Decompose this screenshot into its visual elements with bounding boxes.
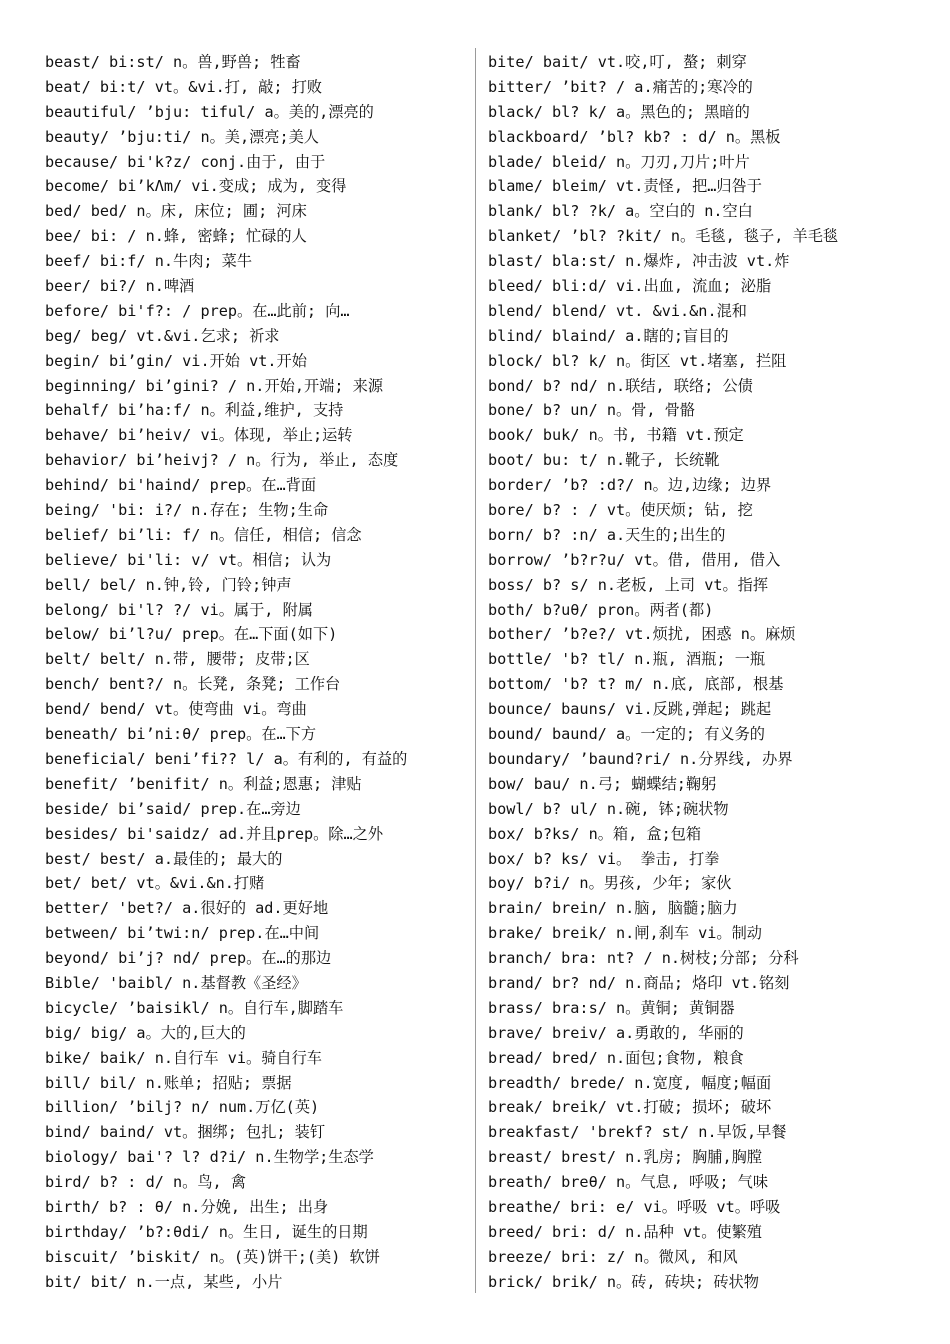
word-entry: brave/ breiv/ a.勇敢的, 华丽的 [488, 1023, 744, 1042]
word-entry: break/ breik/ vt.打破; 损坏; 破坏 [488, 1098, 772, 1117]
word-entry: beginning/ bi’gini? / n.开始,开端; 来源 [45, 376, 384, 395]
word-entry: bother/ ’b?e?/ vt.烦扰, 困惑 n。麻烦 [488, 625, 796, 644]
word-entry: breadth/ brede/ n.宽度, 幅度;幅面 [488, 1073, 772, 1092]
word-entry: blanket/ ’bl? ?kit/ n。毛毯, 毯子, 羊毛毯 [488, 227, 839, 246]
word-entry: behalf/ bi’ha:f/ n。利益,维护, 支持 [45, 401, 344, 420]
word-entry: believe/ bi'li: v/ vt。相信; 认为 [45, 550, 332, 569]
word-entry: biscuit/ ’biskit/ n。(英)饼干;(美) 软饼 [45, 1247, 380, 1266]
word-entry: best/ best/ a.最佳的; 最大的 [45, 849, 283, 868]
word-entry: branch/ bra: nt? / n.树枝;分部; 分科 [488, 949, 799, 968]
word-entry: biology/ bai'? l? d?i/ n.生物学;生态学 [45, 1148, 374, 1167]
word-entry: beauty/ ’bju:ti/ n。美,漂亮;美人 [45, 127, 319, 146]
word-entry: being/ 'bi: i?/ n.存在; 生物;生命 [45, 501, 329, 520]
word-entry: brake/ breik/ n.闸,刹车 vi。制动 [488, 924, 762, 943]
word-entry: bone/ b? un/ n。骨, 骨骼 [488, 401, 696, 420]
word-entry: bowl/ b? ul/ n.碗, 钵;碗状物 [488, 799, 729, 818]
word-entry: bow/ bau/ n.弓; 蝴蝶结;鞠躬 [488, 774, 717, 793]
word-entry: bed/ bed/ n。床, 床位; 圃; 河床 [45, 202, 307, 221]
word-entry: beautiful/ ’bju: tiful/ a。美的,漂亮的 [45, 102, 374, 121]
word-entry: better/ 'bet?/ a.很好的 ad.更好地 [45, 899, 329, 918]
word-entry: beg/ beg/ vt.&vi.乞求; 祈求 [45, 326, 280, 345]
word-entry: bench/ bent?/ n。长凳, 条凳; 工作台 [45, 675, 341, 694]
word-entry: bond/ b? nd/ n.联结, 联络; 公债 [488, 376, 753, 395]
word-entry: before/ bi'f?: / prep。在…此前; 向… [45, 301, 350, 320]
word-entry: beside/ bi’said/ prep.在…旁边 [45, 799, 301, 818]
word-entry: big/ big/ a。大的,巨大的 [45, 1023, 246, 1042]
word-entry: below/ bi’l?u/ prep。在…下面(如下) [45, 625, 338, 644]
word-entry: boss/ b? s/ n.老板, 上司 vt。指挥 [488, 575, 769, 594]
word-entry: blast/ bla:st/ n.爆炸, 冲击波 vt.炸 [488, 252, 790, 271]
word-entry: boy/ b?i/ n。男孩, 少年; 家伙 [488, 874, 732, 893]
word-entry: behind/ bi'haind/ prep。在…背面 [45, 476, 317, 495]
word-entry: bend/ bend/ vt。使弯曲 vi。弯曲 [45, 700, 307, 719]
word-entry: blend/ blend/ vt. &vi.&n.混和 [488, 301, 747, 320]
word-entry: bicycle/ ’baisikl/ n。自行车,脚踏车 [45, 998, 344, 1017]
word-entry: birth/ b? : θ/ n.分娩, 出生; 出身 [45, 1197, 329, 1216]
word-entry: beneficial/ beni’fi?? l/ a。有利的, 有益的 [45, 749, 408, 768]
word-entry: become/ bi’kΛm/ vi.变成; 成为, 变得 [45, 177, 347, 196]
word-entry: belt/ belt/ n.带, 腰带; 皮带;区 [45, 650, 310, 669]
word-entry: between/ bi’twi:n/ prep.在…中间 [45, 924, 320, 943]
word-entry: breath/ breθ/ n。气息, 呼吸; 气味 [488, 1173, 769, 1192]
word-entry: bleed/ bli:d/ vi.出血, 流血; 泌脂 [488, 277, 772, 296]
word-entry: beer/ bi?/ n.啤酒 [45, 277, 195, 296]
word-entry: beyond/ bi’j? nd/ prep。在…的那边 [45, 949, 332, 968]
word-entry: bottle/ 'b? tl/ n.瓶, 酒瓶; 一瓶 [488, 650, 766, 669]
word-entry: blade/ bleid/ n。刀刃,刀片;叶片 [488, 152, 750, 171]
word-entry: boundary/ ’baund?ri/ n.分界线, 办界 [488, 749, 793, 768]
word-entry: breast/ brest/ n.乳房; 胸脯,胸膛 [488, 1148, 762, 1167]
word-entry: beat/ bi:t/ vt。&vi.打, 敲; 打败 [45, 77, 323, 96]
word-entry: black/ bl? k/ a。黑色的; 黑暗的 [488, 102, 750, 121]
word-entry: Bible/ 'baibl/ n.基督教《圣经》 [45, 973, 307, 992]
word-entry: born/ b? :n/ a.天生的;出生的 [488, 525, 726, 544]
column-divider [475, 48, 476, 1293]
word-entry: benefit/ ’benifit/ n。利益;恩惠; 津贴 [45, 774, 362, 793]
word-entry: box/ b?ks/ n。箱, 盒;包箱 [488, 824, 702, 843]
word-entry: bind/ baind/ vt。捆绑; 包扎; 装钉 [45, 1123, 326, 1142]
left-column [45, 50, 465, 1295]
word-entry: block/ bl? k/ n。街区 vt.堵塞, 拦阻 [488, 351, 787, 370]
word-entry: bread/ bred/ n.面包;食物, 粮食 [488, 1048, 744, 1067]
word-entry: bill/ bil/ n.账单; 招贴; 票据 [45, 1073, 292, 1092]
word-entry: blank/ bl? ?k/ a。空白的 n.空白 [488, 202, 753, 221]
word-entry: begin/ bi’gin/ vi.开始 vt.开始 [45, 351, 307, 370]
word-entry: border/ ’b? :d?/ n。边,边缘; 边界 [488, 476, 772, 495]
word-entry: bound/ baund/ a。一定的; 有义务的 [488, 725, 765, 744]
word-entry: bottom/ 'b? t? m/ n.底, 底部, 根基 [488, 675, 784, 694]
word-entry: bike/ baik/ n.自行车 vi。骑自行车 [45, 1048, 322, 1067]
word-entry: brick/ brik/ n。砖, 砖块; 砖状物 [488, 1272, 759, 1291]
word-entry: bounce/ bauns/ vi.反跳,弹起; 跳起 [488, 700, 772, 719]
word-entry: bit/ bit/ n.一点, 某些, 小片 [45, 1272, 283, 1291]
word-entry: boot/ bu: t/ n.靴子, 长统靴 [488, 451, 720, 470]
word-entry: bet/ bet/ vt。&vi.&n.打赌 [45, 874, 265, 893]
word-entry: bell/ bel/ n.钟,铃, 门铃;钟声 [45, 575, 292, 594]
word-entry: birthday/ ’b?:θdi/ n。生日, 诞生的日期 [45, 1222, 368, 1241]
word-entry: brass/ bra:s/ n。黄铜; 黄铜器 [488, 998, 735, 1017]
word-entry: behave/ bi’heiv/ vi。体现, 举止;运转 [45, 426, 353, 445]
word-entry: beef/ bi:f/ n.牛肉; 菜牛 [45, 252, 253, 271]
word-entry: brand/ br? nd/ n.商品; 烙印 vt.铭刻 [488, 973, 790, 992]
word-entry: box/ b? ks/ vi。 拳击, 打拳 [488, 849, 720, 868]
word-entry: blackboard/ ’bl? kb? : d/ n。黑板 [488, 127, 781, 146]
word-entry: besides/ bi'saidz/ ad.并且prep。除…之外 [45, 824, 384, 843]
word-entry: breed/ bri: d/ n.品种 vt。使繁殖 [488, 1222, 762, 1241]
word-entry: because/ bi'k?z/ conj.由于, 由于 [45, 152, 326, 171]
word-entry: beneath/ bi’ni:θ/ prep。在…下方 [45, 725, 317, 744]
word-entry: belong/ bi'l? ?/ vi。属于, 附属 [45, 600, 313, 619]
word-entry: bite/ bait/ vt.咬,叮, 螯; 刺穿 [488, 53, 747, 71]
word-entry: behavior/ bi’heivj? / n。行为, 举止, 态度 [45, 451, 399, 470]
word-entry: borrow/ ’b?r?u/ vt。借, 借用, 借入 [488, 550, 781, 569]
word-entry: blind/ blaind/ a.瞎的;盲目的 [488, 326, 729, 345]
word-entry: brain/ brein/ n.脑, 脑髓;脑力 [488, 899, 738, 918]
word-entry: both/ b?uθ/ pron。两者(都) [488, 600, 714, 619]
word-entry: beast/ bi:st/ n。兽,野兽; 牲畜 [45, 53, 301, 71]
word-entry: billion/ ’bilj? n/ num.万亿(英) [45, 1098, 320, 1117]
word-entry: breeze/ bri: z/ n。微风, 和风 [488, 1247, 738, 1266]
word-entry: blame/ bleim/ vt.责怪, 把…归咎于 [488, 177, 762, 196]
word-entry: bird/ b? : d/ n。鸟, 禽 [45, 1173, 247, 1192]
word-entry: breathe/ bri: e/ vi。呼吸 vt。呼吸 [488, 1197, 781, 1216]
right-column [488, 50, 928, 1295]
word-entry: book/ buk/ n。书, 书籍 vt.预定 [488, 426, 744, 445]
word-entry: belief/ bi’li: f/ n。信任, 相信; 信念 [45, 525, 362, 544]
word-entry: breakfast/ 'brekf? st/ n.早饭,早餐 [488, 1123, 787, 1142]
word-entry: bee/ bi: / n.蜂, 密蜂; 忙碌的人 [45, 227, 307, 246]
word-entry: bore/ b? : / vt。使厌烦; 钻, 挖 [488, 501, 753, 520]
word-entry: bitter/ ’bit? / a.痛苦的;寒冷的 [488, 77, 753, 96]
